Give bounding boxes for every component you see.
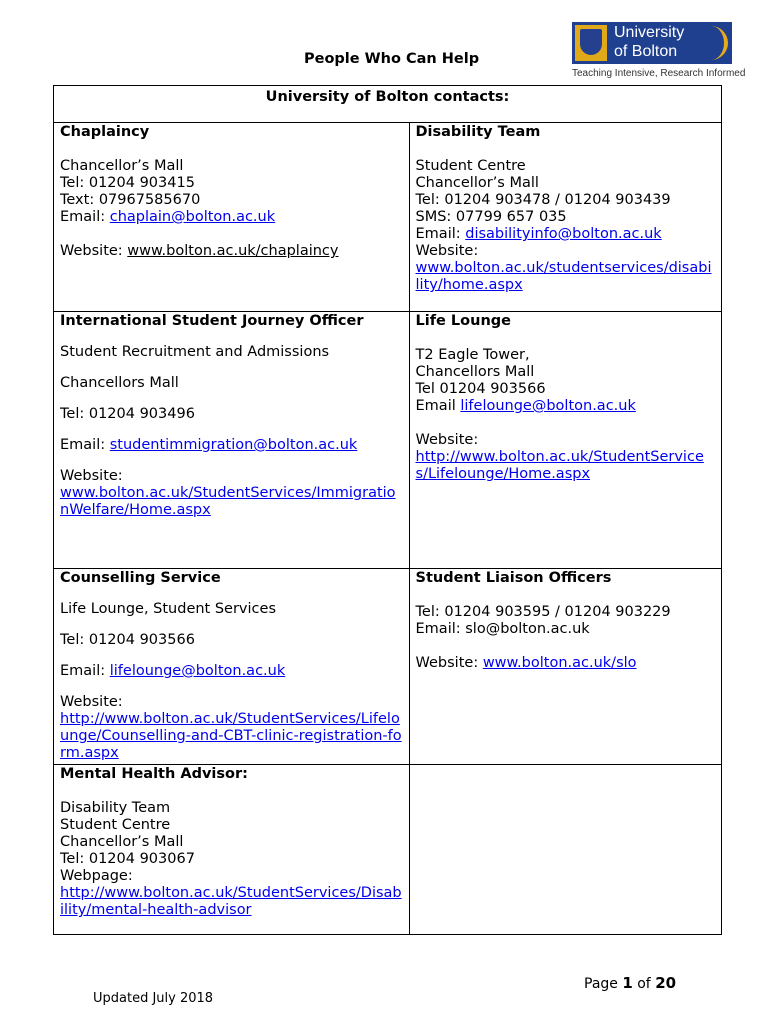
lifelounge-email-row: Email lifelounge@bolton.ac.uk bbox=[415, 398, 636, 414]
disability-title: Disability Team bbox=[415, 124, 541, 140]
counselling-website-link[interactable]: http://www.bolton.ac.uk/StudentServices/Lifelounge/Counselling-and-CBT-clinic-registration-form.aspx bbox=[60, 711, 402, 761]
liaison-title: Student Liaison Officers bbox=[415, 570, 612, 586]
lifelounge-website-link[interactable]: http://www.bolton.ac.uk/StudentServices/Lifelounge/Home.aspx bbox=[415, 449, 704, 482]
lifelounge-line2: Chancellors Mall bbox=[415, 364, 535, 380]
mentalhealth-line1: Disability Team bbox=[60, 800, 171, 816]
counselling-cell bbox=[54, 569, 410, 765]
lifelounge-line1: T2 Eagle Tower, bbox=[415, 347, 530, 363]
lifelounge-email-link[interactable]: lifelounge@bolton.ac.uk bbox=[460, 398, 636, 414]
international-title: International Student Journey Officer bbox=[60, 313, 364, 329]
logo-tagline: Teaching Intensive, Research Informed bbox=[572, 68, 746, 79]
chaplaincy-website-row: Website: www.bolton.ac.uk/chaplaincy bbox=[60, 243, 339, 259]
chaplaincy-email-row: Email: chaplain@bolton.ac.uk bbox=[60, 209, 276, 225]
chaplaincy-title: Chaplaincy bbox=[60, 124, 150, 140]
counselling-line1: Life Lounge, Student Services bbox=[60, 601, 276, 617]
contacts-table bbox=[53, 85, 722, 935]
international-cell bbox=[54, 312, 410, 569]
liaison-website-link[interactable]: www.bolton.ac.uk/slo bbox=[482, 655, 637, 671]
disability-line1: Student Centre bbox=[415, 158, 526, 174]
chaplaincy-email-link[interactable]: chaplain@bolton.ac.uk bbox=[109, 209, 276, 225]
liaison-cell bbox=[409, 569, 721, 765]
table-heading: University of Bolton contacts: bbox=[54, 86, 722, 123]
chaplaincy-website[interactable]: www.bolton.ac.uk/chaplaincy bbox=[127, 243, 339, 259]
chaplaincy-cell bbox=[54, 123, 410, 312]
crest-icon bbox=[575, 25, 607, 61]
disability-email-link[interactable]: disabilityinfo@bolton.ac.uk bbox=[465, 226, 662, 242]
mentalhealth-webpage-link[interactable]: http://www.bolton.ac.uk/StudentServices/Disability/mental-health-advisor bbox=[60, 885, 402, 918]
liaison-tel: Tel: 01204 903595 / 01204 903229 bbox=[415, 604, 671, 620]
international-website-link[interactable]: www.bolton.ac.uk/StudentServices/ImmigrationWelfare/Home.aspx bbox=[60, 485, 396, 518]
international-line1: Student Recruitment and Admissions bbox=[60, 344, 330, 360]
disability-sms: SMS: 07799 657 035 bbox=[415, 209, 567, 225]
empty-cell bbox=[409, 765, 721, 935]
international-line2: Chancellors Mall bbox=[60, 375, 179, 391]
disability-website-label: Website: bbox=[415, 243, 479, 259]
disability-cell bbox=[409, 123, 721, 312]
lifelounge-title: Life Lounge bbox=[415, 313, 511, 329]
swoosh-icon bbox=[694, 26, 728, 60]
international-email-link[interactable]: studentimmigration@bolton.ac.uk bbox=[109, 437, 358, 453]
mentalhealth-tel: Tel: 01204 903067 bbox=[60, 851, 195, 867]
counselling-website-label: Website: bbox=[60, 694, 123, 710]
mentalhealth-webpage-label: Webpage: bbox=[60, 868, 133, 884]
liaison-website-row: Website: www.bolton.ac.uk/slo bbox=[415, 655, 637, 671]
counselling-email-row: Email: lifelounge@bolton.ac.uk bbox=[60, 663, 286, 679]
counselling-tel: Tel: 01204 903566 bbox=[60, 632, 195, 648]
disability-website-link[interactable]: www.bolton.ac.uk/studentservices/disability/home.aspx bbox=[415, 260, 712, 293]
mentalhealth-cell bbox=[54, 765, 410, 935]
mentalhealth-title: Mental Health Advisor: bbox=[60, 766, 248, 782]
page-title: People Who Can Help bbox=[304, 51, 480, 67]
liaison-email: Email: slo@bolton.ac.uk bbox=[415, 621, 590, 637]
chaplaincy-text: Text: 07967585670 bbox=[60, 192, 201, 208]
page-number: Page 1 of 20 bbox=[584, 974, 677, 992]
international-website-label: Website: bbox=[60, 468, 123, 484]
international-email-row: Email: studentimmigration@bolton.ac.uk bbox=[60, 437, 358, 453]
international-tel: Tel: 01204 903496 bbox=[60, 406, 195, 422]
disability-line2: Chancellor’s Mall bbox=[415, 175, 539, 191]
disability-tel: Tel: 01204 903478 / 01204 903439 bbox=[415, 192, 671, 208]
mentalhealth-line3: Chancellor’s Mall bbox=[60, 834, 184, 850]
chaplaincy-address: Chancellor’s Mall bbox=[60, 158, 184, 174]
logo-name: University of Bolton bbox=[614, 24, 685, 60]
lifelounge-tel: Tel 01204 903566 bbox=[415, 381, 546, 397]
updated-date: Updated July 2018 bbox=[93, 991, 214, 1006]
university-logo bbox=[572, 22, 746, 84]
lifelounge-website-label: Website: bbox=[415, 432, 479, 448]
logo-banner bbox=[572, 22, 732, 64]
chaplaincy-tel: Tel: 01204 903415 bbox=[60, 175, 195, 191]
counselling-email-link[interactable]: lifelounge@bolton.ac.uk bbox=[109, 663, 286, 679]
counselling-title: Counselling Service bbox=[60, 570, 221, 586]
mentalhealth-line2: Student Centre bbox=[60, 817, 171, 833]
disability-email-row: Email: disabilityinfo@bolton.ac.uk bbox=[415, 226, 662, 242]
lifelounge-cell bbox=[409, 312, 721, 569]
